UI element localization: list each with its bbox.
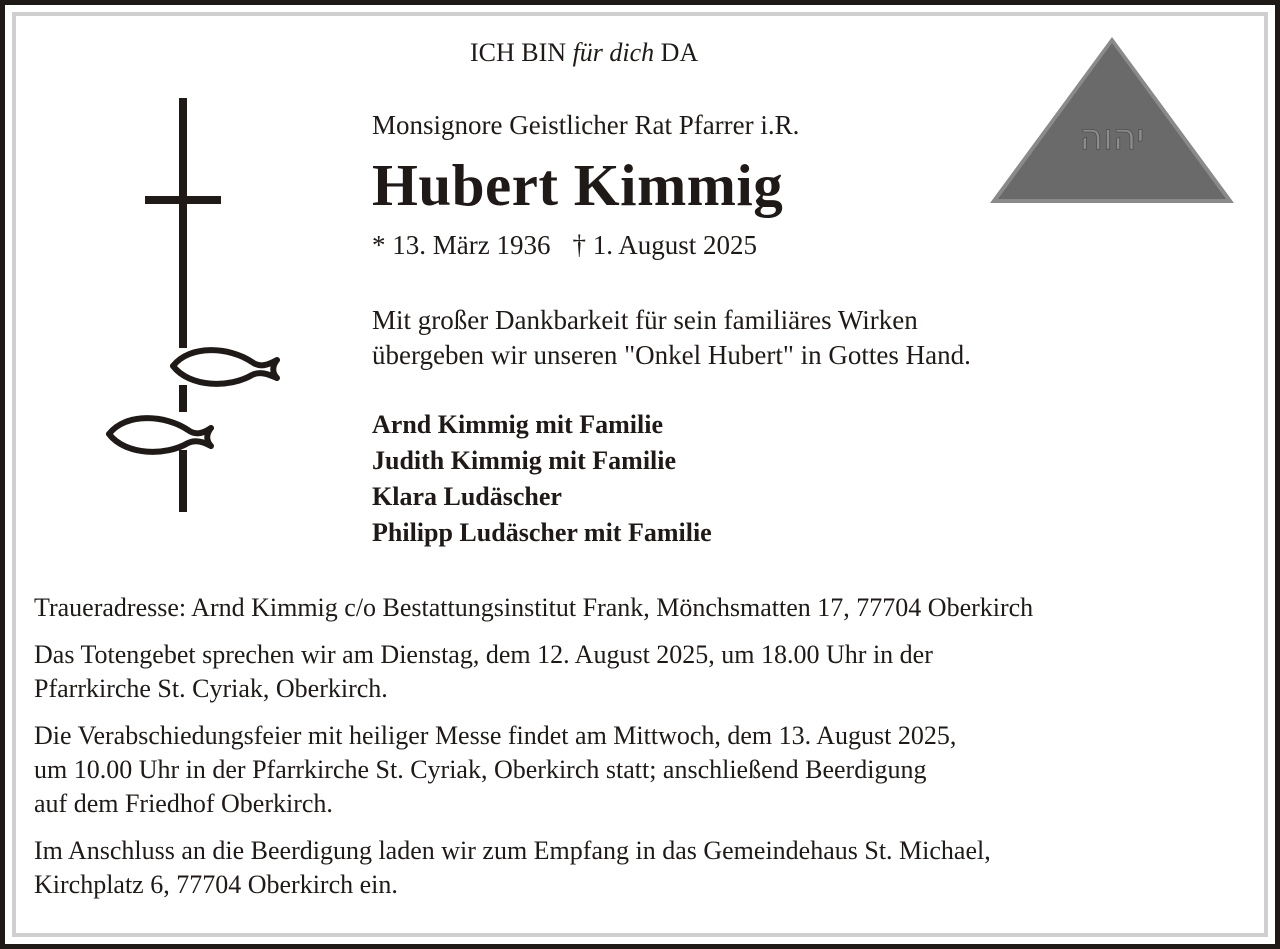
- mourning-address: Traueradresse: Arnd Kimmig c/o Bestattungsinstitut Frank, Mönchsmatten 17, 77704 Oberkirch: [34, 593, 1034, 622]
- message: [372, 303, 971, 373]
- motto-part1: ICH BIN: [470, 38, 567, 67]
- tetragrammaton-triangle-icon: [986, 33, 1238, 208]
- death-date: † 1. August 2025: [572, 230, 757, 260]
- prayer-notice: Das Totengebet sprechen wir am Dienstag, dem 12. August 2025, um 18.00 Uhr in der Pfarrkirche St. Cyriak, Oberkirch.: [34, 640, 933, 703]
- motto-part2: DA: [660, 38, 699, 67]
- mourner: Judith Kimmig mit Familie: [372, 446, 677, 475]
- reception-notice: Im Anschluss an die Beerdigung laden wir zum Empfang in das Gemeindehaus St. Michael, Kirchplatz 6, 77704 Oberkirch ein.: [34, 836, 991, 899]
- mourner: Arnd Kimmig mit Familie: [372, 410, 664, 439]
- farewell-notice: Die Verabschiedungsfeier mit heiliger Messe findet am Mittwoch, dem 13. August 2025, um 10.00 Uhr in der Pfarrkirche St. Cyriak, Oberkirch statt; anschließend Beerdigung auf dem Friedhof Oberkirch.: [34, 721, 957, 818]
- details-section: [34, 591, 1249, 915]
- deceased-name: Hubert Kimmig: [372, 152, 784, 218]
- mourner: Philipp Ludäscher mit Familie: [372, 518, 712, 547]
- message-line: Mit großer Dankbarkeit für sein familiäres Wirken: [372, 305, 918, 335]
- mourner: Klara Ludäscher: [372, 482, 562, 511]
- mourners-list: [372, 407, 712, 551]
- triangle-hebrew-text: יהוה: [1079, 117, 1145, 158]
- birth-date: * 13. März 1936: [372, 230, 551, 260]
- motto: [470, 38, 698, 68]
- message-line: übergeben wir unseren "Onkel Hubert" in Gottes Hand.: [372, 340, 971, 370]
- life-dates: [372, 230, 757, 261]
- cross-with-fish-icon: [100, 95, 285, 515]
- deceased-title: Monsignore Geistlicher Rat Pfarrer i.R.: [372, 110, 800, 140]
- motto-italic: für dich: [572, 38, 655, 67]
